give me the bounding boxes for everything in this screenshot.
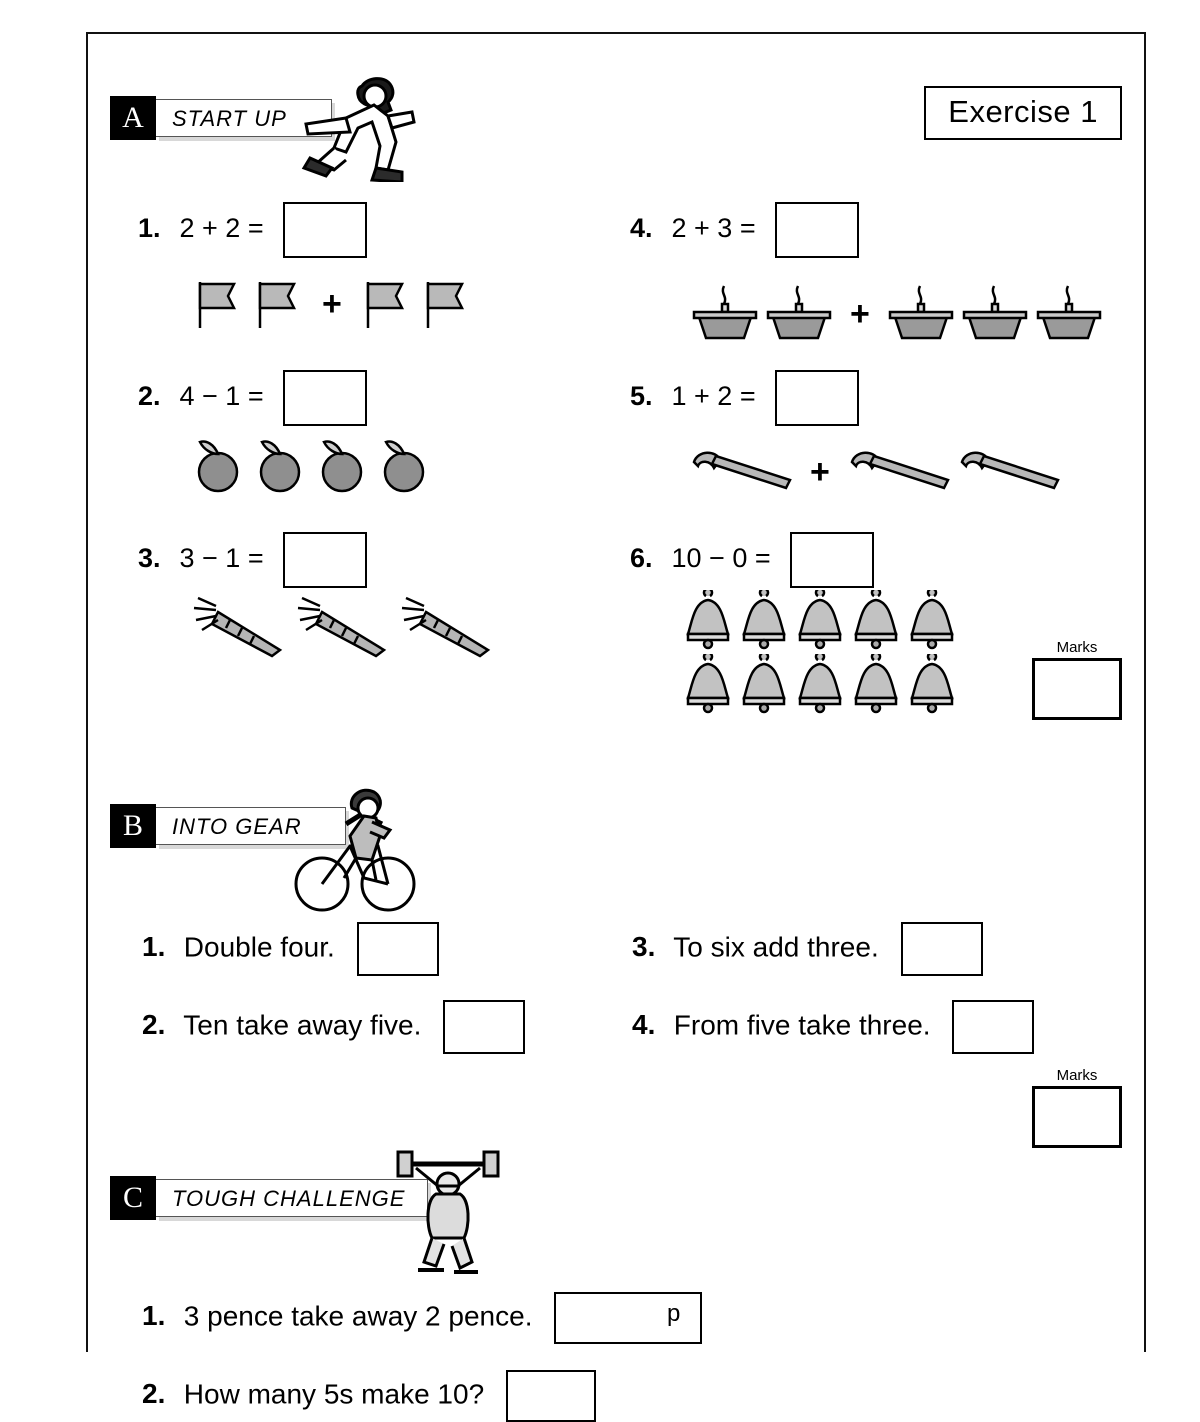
- unit-label-c1: p: [667, 1300, 681, 1327]
- answer-box-b1[interactable]: [357, 922, 439, 976]
- section-label-c: TOUGH CHALLENGE: [172, 1186, 406, 1211]
- answer-box-a4[interactable]: [775, 202, 859, 258]
- question-text: From five take three.: [673, 1009, 931, 1041]
- question-text: Ten take away five.: [183, 1009, 422, 1041]
- question-number: 2.: [138, 381, 161, 412]
- question-text: Double four.: [183, 931, 335, 963]
- question-a4: [630, 202, 859, 258]
- exercise-title-box: [924, 86, 1122, 140]
- section-label-a: START UP: [172, 106, 287, 131]
- question-number: 4.: [632, 1009, 656, 1041]
- question-a5: [630, 370, 859, 426]
- question-number: 5.: [630, 381, 653, 412]
- section-label-b: INTO GEAR: [172, 814, 302, 839]
- icon-row-a1: [188, 274, 476, 334]
- question-a2: [138, 370, 367, 426]
- question-a1: [138, 202, 367, 258]
- section-letter-a: A: [110, 96, 156, 140]
- question-text: 4 − 1 =: [179, 381, 264, 412]
- question-text: 1 + 2 =: [671, 381, 756, 412]
- question-number: 3.: [632, 931, 656, 963]
- question-b2: [142, 1000, 525, 1054]
- question-text: 3 − 1 =: [179, 543, 264, 574]
- answer-box-a5[interactable]: [775, 370, 859, 426]
- question-text: 2 + 3 =: [671, 213, 756, 244]
- question-number: 6.: [630, 543, 653, 574]
- question-b3: [632, 922, 983, 976]
- icon-row-a6-bottom: [680, 654, 960, 716]
- icon-row-a6-top: [680, 590, 960, 652]
- question-text: 3 pence take away 2 pence.: [183, 1300, 533, 1332]
- answer-box-b2[interactable]: [443, 1000, 525, 1054]
- weightlifter-icon: [388, 1134, 508, 1284]
- answer-box-a1[interactable]: [283, 202, 367, 258]
- marks-label: Marks: [1056, 1067, 1098, 1084]
- plus-icon: +: [810, 452, 830, 491]
- question-c1: [142, 1292, 702, 1344]
- plus-icon: +: [850, 294, 870, 333]
- question-text: To six add three.: [673, 931, 879, 963]
- marks-label: Marks: [1056, 639, 1098, 656]
- icon-row-a5: [686, 444, 1064, 500]
- question-b1: [142, 922, 439, 976]
- answer-box-a6[interactable]: [790, 532, 874, 588]
- question-b4: [632, 1000, 1034, 1054]
- icon-row-a2: [188, 434, 436, 496]
- answer-box-c2[interactable]: [506, 1370, 596, 1422]
- question-number: 2.: [142, 1378, 166, 1410]
- answer-box-a2[interactable]: [283, 370, 367, 426]
- question-text: 2 + 2 =: [179, 213, 264, 244]
- question-number: 3.: [138, 543, 161, 574]
- question-text: 10 − 0 =: [671, 543, 771, 574]
- icon-row-a3: [188, 594, 500, 664]
- section-letter-b: B: [110, 804, 156, 848]
- answer-box-a3[interactable]: [283, 532, 367, 588]
- question-a3: [138, 532, 367, 588]
- answer-box-b3[interactable]: [901, 922, 983, 976]
- plus-icon: +: [322, 284, 342, 323]
- question-number: 4.: [630, 213, 653, 244]
- question-text: How many 5s make 10?: [183, 1378, 485, 1410]
- question-number: 1.: [142, 931, 166, 963]
- runner-icon: [276, 72, 426, 182]
- question-number: 1.: [142, 1300, 166, 1332]
- section-letter-c: C: [110, 1176, 156, 1220]
- question-number: 2.: [142, 1009, 166, 1041]
- question-a6: [630, 532, 874, 588]
- cyclist-icon: [286, 774, 426, 914]
- page-title: Exercise 1: [948, 94, 1098, 129]
- question-c2: [142, 1370, 596, 1422]
- question-number: 1.: [138, 213, 161, 244]
- icon-row-a4: [688, 282, 1106, 346]
- marks-box-b[interactable]: [1032, 1067, 1122, 1148]
- worksheet-page: [86, 32, 1146, 1410]
- marks-box-a[interactable]: [1032, 639, 1122, 720]
- answer-box-b4[interactable]: [952, 1000, 1034, 1054]
